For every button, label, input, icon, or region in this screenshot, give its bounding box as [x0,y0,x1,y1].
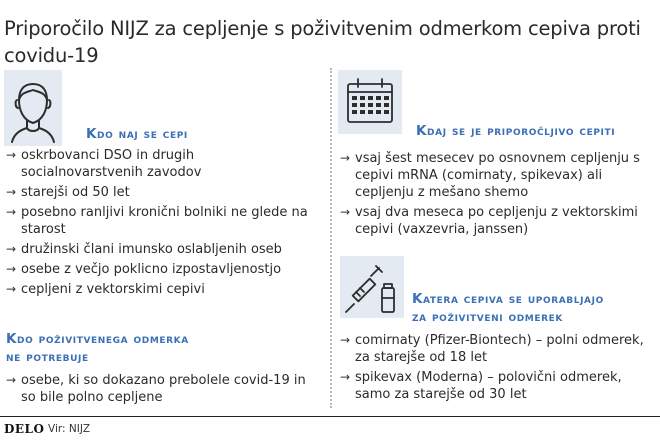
calendar-icon [338,70,402,134]
arrow-icon: → [340,370,351,384]
when-heading: Kdaj se je priporočljivo cepiti [416,123,616,139]
list-item: → osebe z večjo poklicno izpostavljenostjo [6,262,282,277]
list-item: → cepljeni z vektorskimi cepivi [6,282,205,297]
page-title: Priporočilo NIJZ za cepljenje s poživitvenim odmerkom cepiva proti covidu-19 [4,17,641,68]
vaccines-list [340,332,656,406]
column-divider [330,68,332,408]
delo-logo: DELO [4,422,45,436]
arrow-icon: → [340,205,351,219]
not-needed-list [6,372,318,409]
person-icon [4,70,62,146]
not-needed-heading: Kdo poživitvenega odmerka ne potrebuje [6,331,189,365]
arrow-icon: → [6,282,17,296]
arrow-icon: → [6,262,17,276]
arrow-icon: → [6,205,17,219]
footer-divider [0,416,660,417]
source-note: Vir: NIJZ [48,423,91,435]
list-item: → družinski člani imunsko oslabljenih oseb [6,242,282,257]
arrow-icon: → [340,333,351,347]
when-list [340,150,656,241]
list-item: → oskrbovanci DSO in drugih socialnovarstvenih zavodov [6,148,202,180]
arrow-icon: → [6,242,17,256]
list-item: → vsaj šest mesecev po osnovnem cepljenju s cepivi mRNA (comirnaty, spikevax) ali cepljenju z mešano shemo [340,151,640,200]
list-item: → comirnaty (Pfizer-Biontech) – polni odmerek, za starejše od 18 let [340,333,644,365]
arrow-icon: → [6,148,17,162]
list-item: → osebe, ki so dokazano prebolele covid-19 in so bile polno cepljene [6,373,306,405]
syringe-vial-icon [340,256,404,318]
list-item: → starejši od 50 let [6,185,130,200]
list-item: → posebno ranljivi kronični bolniki ne glede na starost [6,205,308,237]
vaccines-heading: Katera cepiva se uporabljajo za poživitveni odmerek [412,291,604,325]
arrow-icon: → [340,151,351,165]
who-heading: Kdo naj se cepi [86,126,188,142]
list-item: → spikevax (Moderna) – polovični odmerek, samo za starejše od 30 let [340,370,622,402]
who-list [6,147,318,301]
arrow-icon: → [6,373,17,387]
arrow-icon: → [6,185,17,199]
list-item: → vsaj dva meseca po cepljenju z vektorskimi cepivi (vaxzevria, janssen) [340,205,638,237]
